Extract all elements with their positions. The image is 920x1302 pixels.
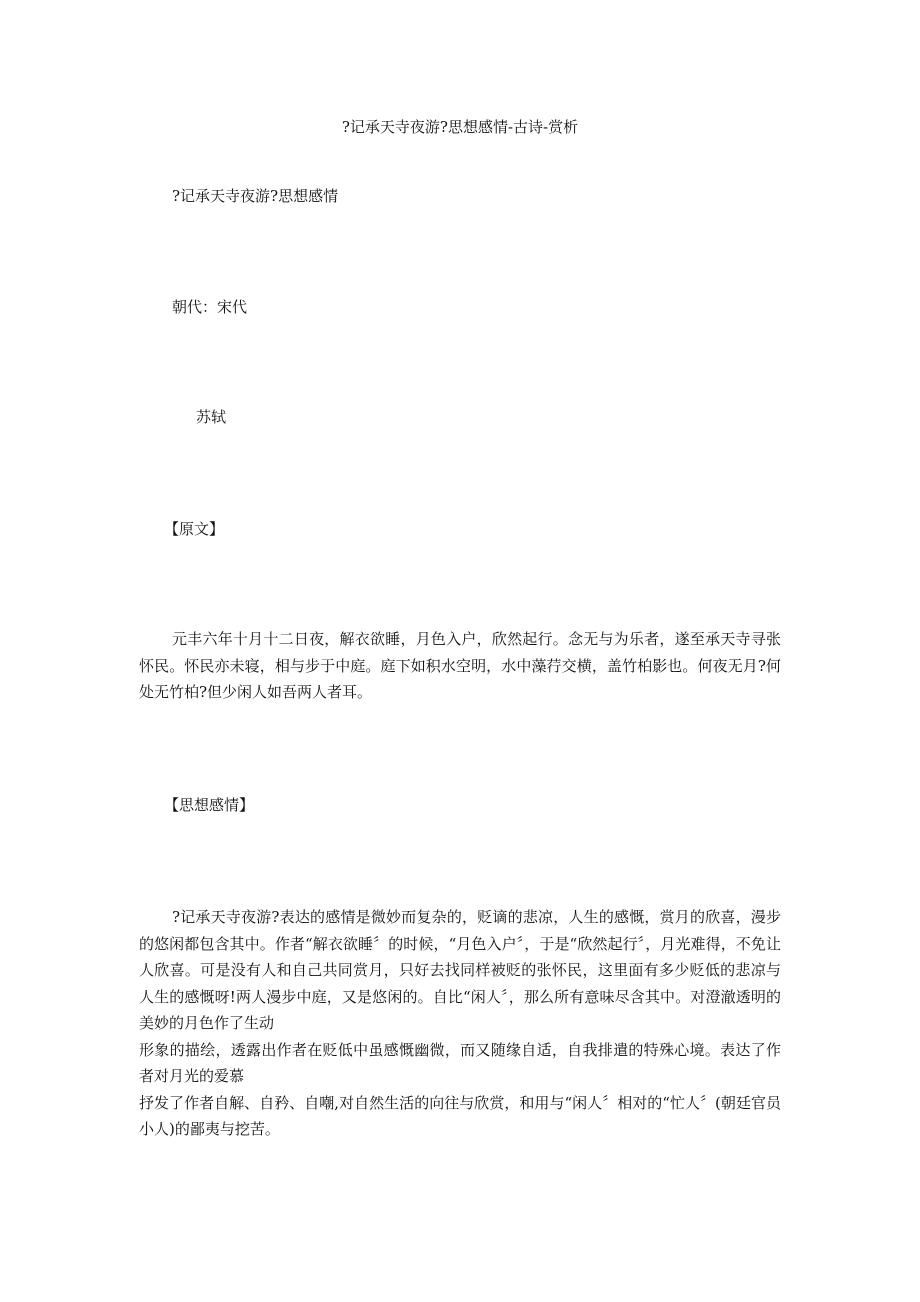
document-title: ?记承天寺夜游?思想感情-古诗-赏析 (341, 118, 579, 136)
original-text-heading: 【原文】 (164, 520, 225, 538)
emotion-segment-1: ?记承天寺夜游?表达的感情是微妙而复杂的，贬谪的悲凉，人生的感慨，赏月的欣喜，漫步的悠闲都包含其中。作者“解衣欲睡〞的时候，“月色入户〞，于是“欣然起行〞，月光难得，不免让人欣喜。可是没有人和自己共同赏月，只好去找同样被贬的张怀民，这里面有多少贬低的悲凉与人生的感慨呀!两人漫步中庭，又是悠闲的。自比“闲人〞，那么所有意味尽含其中。对澄澈透明的美妙的月色作了生动 (139, 908, 781, 1032)
emotion-paragraph (139, 904, 781, 1143)
emotion-heading: 【思想感情】 (164, 796, 255, 814)
dynasty-line: 朝代：宋代 (172, 298, 248, 316)
author-name: 苏轼 (196, 408, 227, 426)
emotion-segment-2: 形象的描绘，透露出作者在贬低中虽感慨幽微，而又随缘自适，自我排遣的特殊心境。表达了作者对月光的爱慕 (139, 1040, 781, 1085)
poem-subtitle: ?记承天寺夜游?思想感情 (172, 187, 339, 205)
original-text-paragraph: 元丰六年十月十二日夜，解衣欲睡，月色入户，欣然起行。念无与为乐者，遂至承天寺寻张怀民。怀民亦未寝，相与步于中庭。庭下如积水空明，水中藻荇交横，盖竹柏影也。何夜无月?何处无竹柏?但少闲人如吾两人者耳。 (139, 630, 781, 701)
emotion-segment-3: 抒发了作者自解、自矜、自嘲,对自然生活的向往与欣赏，和用与“闲人〞相对的“忙人〞(朝廷官员小人)的鄙夷与挖苦。 (139, 1093, 781, 1138)
